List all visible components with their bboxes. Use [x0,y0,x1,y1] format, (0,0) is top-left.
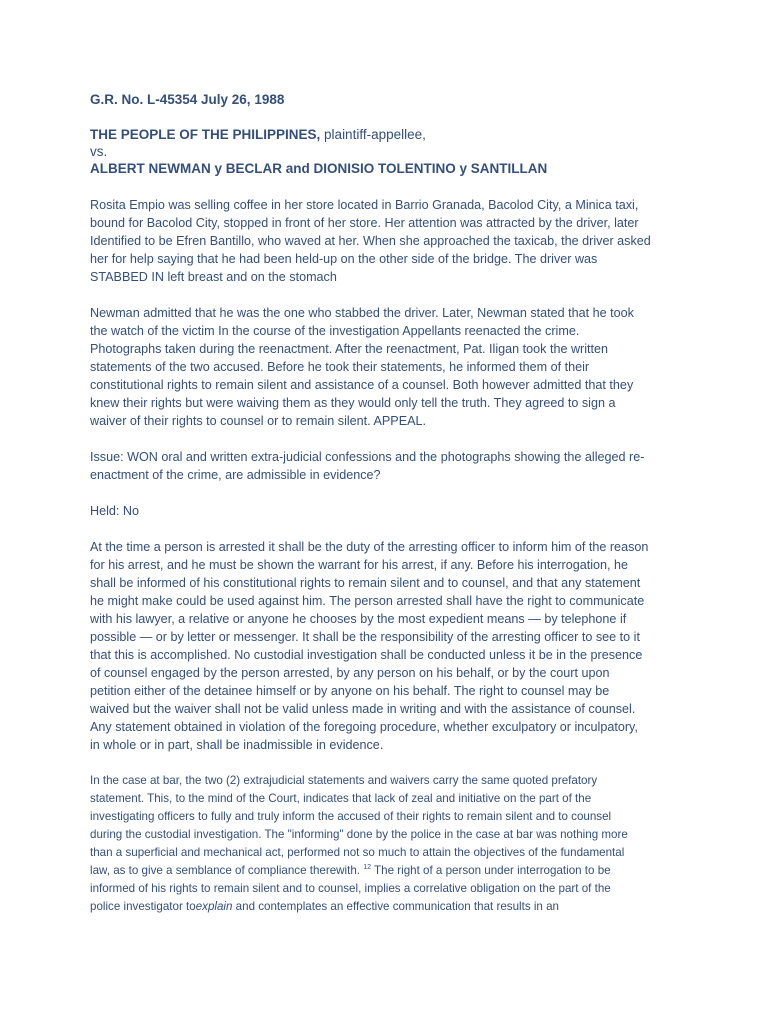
text-line: Issue: WON oral and written extra-judicial confessions and the photographs showing the alleged re- [90,450,645,464]
text-line [90,862,690,880]
text-line: statements of the two accused. Before he took their statements, he informed them of their [90,360,590,374]
text-line: than a superficial and mechanical act, performed not so much to attain the objectives of the fundamental [90,846,625,859]
versus-label: vs. [90,144,108,159]
case-at-bar-paragraph [90,772,690,916]
text-line: investigating officers to fully and truly inform the accused of their rights to remain silent and to counsel [90,810,612,823]
text-line: with his lawyer, a relative or anyone he chooses by the most expedient means — by telephone if [90,612,627,626]
facts-paragraph [90,196,690,286]
emphasized-word: explain [195,900,233,913]
text-line: statement. This, to the mind of the Court, indicates that lack of zeal and initiative on the part of the [90,792,592,805]
text-line: for his arrest, and he must be shown the warrant for his arrest, if any. Before his interrogation, he [90,558,629,572]
case-caption [90,126,690,177]
text-fragment: and contemplates an effective communication that results in an [232,900,559,913]
text-line: enactment of the crime, are admissible in evidence? [90,468,381,482]
plaintiff-role: plaintiff-appellee, [320,127,426,142]
document-body [90,92,690,934]
text-fragment: police investigator to [90,900,196,913]
text-line: STABBED IN left breast and on the stomach [90,270,337,284]
text-line: Rosita Empio was selling coffee in her store located in Barrio Granada, Bacolod City, a Minica taxi, [90,198,639,212]
case-number: G.R. No. L-45354 July 26, 1988 [90,92,285,107]
issue-paragraph [90,448,690,484]
text-line: petition either of the detainee himself or by anyone on his behalf. The right to counsel may be [90,684,610,698]
text-line: At the time a person is arrested it shall be the duty of the arresting officer to inform him of the reason [90,540,649,554]
text-line: Photographs taken during the reenactment. After the reenactment, Pat. Iligan took the written [90,342,609,356]
text-fragment: law, as to give a semblance of compliance therewith. [90,864,364,877]
plaintiff-line [90,126,690,143]
text-line: Newman admitted that he was the one who stabbed the driver. Later, Newman stated that he took [90,306,634,320]
text-line: shall be informed of his constitutional rights to remain silent and to counsel, and that any statement [90,576,641,590]
text-fragment: The right of a person under interrogation to be [371,864,611,877]
text-line: he might make could be used against him. The person arrested shall have the right to communicate [90,594,645,608]
text-line [90,898,690,916]
text-line: that this is accomplished. No custodial investigation shall be conducted unless it be in the presence [90,648,643,662]
text-line: informed of his rights to remain silent and to counsel, implies a correlative obligation on the part of the [90,882,611,895]
text-line: the watch of the victim In the course of the investigation Appellants reenacted the crime. [90,324,580,338]
text-line: Identified to be Efren Bantillo, who waved at her. When she approached the taxicab, the driver asked [90,234,651,248]
admission-paragraph [90,304,690,430]
text-line: constitutional rights to remain silent and assistance of a counsel. Both however admitted that they [90,378,634,392]
ruling-paragraph [90,538,690,754]
text-line: waived but the waiver shall not be valid unless made in writing and with the assistance of counsel. [90,702,636,716]
text-line: bound for Bacolod City, stopped in front of her store. Her attention was attracted by the driver, later [90,216,639,230]
footnote-reference[interactable]: 12 [363,864,372,872]
held-paragraph [90,502,690,520]
text-line: Any statement obtained in violation of the foregoing procedure, whether exculpatory or inculpatory, [90,720,638,734]
defendants-names: ALBERT NEWMAN y BECLAR and DIONISIO TOLENTINO y SANTILLAN [90,161,548,176]
text-line: possible — or by letter or messenger. It shall be the responsibility of the arresting officer to see to it [90,630,640,644]
text-line: her for help saying that he had been held-up on the other side of the bridge. The driver was [90,252,598,266]
text-line: In the case at bar, the two (2) extrajudicial statements and waivers carry the same quoted prefatory [90,774,598,787]
text-line: knew their rights but were waiving them as they would only tell the truth. They agreed to sign a [90,396,616,410]
text-line: in whole or in part, shall be inadmissible in evidence. [90,738,384,752]
text-line: during the custodial investigation. The "informing" done by the police in the case at bar was nothing more [90,828,628,841]
text-line: of counsel engaged by the person arrested, by any person on his behalf, or by the court upon [90,666,610,680]
text-line: Held: No [90,504,139,518]
text-line: waiver of their rights to counsel or to remain silent. APPEAL. [90,414,426,428]
plaintiff-name: THE PEOPLE OF THE PHILIPPINES, [90,127,321,142]
